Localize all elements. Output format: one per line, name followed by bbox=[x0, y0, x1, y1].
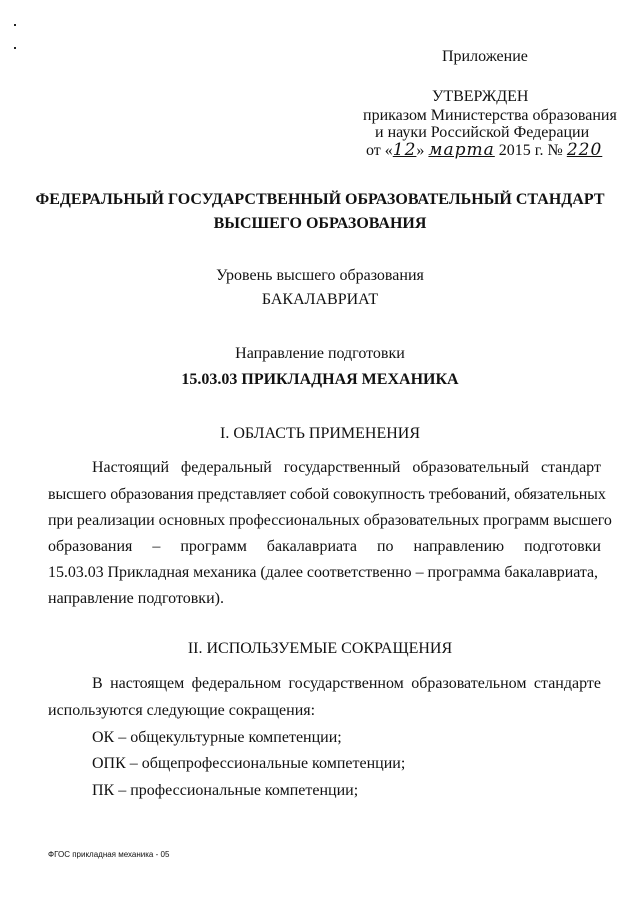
word: направлению bbox=[413, 538, 505, 555]
word: федеральный bbox=[180, 459, 272, 476]
word: подготовки bbox=[524, 538, 601, 555]
abbreviation-item: ПК – профессиональные компетенции; bbox=[92, 782, 359, 799]
handwritten-month: марта bbox=[428, 140, 495, 160]
word: образовательном bbox=[411, 675, 527, 692]
word: по bbox=[376, 538, 394, 555]
paragraph-line bbox=[48, 538, 601, 556]
order-quote-close: » bbox=[416, 142, 425, 159]
document-title-line-2: ВЫСШЕГО ОБРАЗОВАНИЯ bbox=[213, 215, 427, 232]
paragraph-line: высшего образования представляет собой совокупность требований, обязательных bbox=[48, 486, 606, 503]
order-date-line bbox=[366, 140, 602, 160]
word: образовательный bbox=[412, 459, 530, 476]
paragraph-line bbox=[92, 459, 601, 477]
direction-label: Направление подготовки bbox=[235, 345, 405, 362]
word: стандарте bbox=[533, 675, 601, 692]
page-footer: ФГОС прикладная механика - 05 bbox=[48, 850, 170, 859]
word: Настоящий bbox=[92, 459, 170, 476]
word: стандарт bbox=[540, 459, 601, 476]
word: образования bbox=[48, 538, 133, 555]
word: В bbox=[92, 675, 103, 692]
handwritten-number: 220 bbox=[566, 140, 603, 160]
order-prefix: от « bbox=[366, 142, 393, 159]
scan-speck bbox=[14, 47, 16, 49]
handwritten-day: 12 bbox=[392, 140, 417, 160]
scan-speck bbox=[14, 24, 16, 26]
appendix-label: Приложение bbox=[442, 48, 528, 65]
approved-label: УТВЕРЖДЕН bbox=[432, 88, 529, 105]
order-line-2: и науки Российской Федерации bbox=[375, 124, 590, 141]
order-year: 2015 г. № bbox=[498, 142, 563, 159]
abbreviation-item: ОПК – общепрофессиональные компетенции; bbox=[92, 755, 406, 772]
paragraph-line: используются следующие сокращения: bbox=[48, 702, 316, 719]
abbreviation-item: ОК – общекультурные компетенции; bbox=[92, 729, 342, 746]
paragraph-line bbox=[92, 675, 601, 693]
word: государственный bbox=[283, 459, 401, 476]
direction-value: 15.03.03 ПРИКЛАДНАЯ МЕХАНИКА bbox=[181, 371, 459, 388]
word: государственном bbox=[288, 675, 404, 692]
word: бакалавриата bbox=[266, 538, 357, 555]
word: программ bbox=[180, 538, 247, 555]
document-title-line-1: ФЕДЕРАЛЬНЫЙ ГОСУДАРСТВЕННЫЙ ОБРАЗОВАТЕЛЬНЫЙ СТАНДАРТ bbox=[35, 191, 605, 208]
paragraph-line: 15.03.03 Прикладная механика (далее соответственно – программа бакалавриата, bbox=[48, 564, 598, 581]
word: настоящем bbox=[110, 675, 185, 692]
education-level-label: Уровень высшего образования bbox=[216, 267, 424, 284]
section-2-heading: II. ИСПОЛЬЗУЕМЫЕ СОКРАЩЕНИЯ bbox=[187, 640, 453, 657]
education-level-value: БАКАЛАВРИАТ bbox=[261, 291, 379, 308]
paragraph-line: при реализации основных профессиональных образовательных программ высшего bbox=[48, 512, 612, 529]
word: – bbox=[152, 538, 161, 555]
paragraph-line: направление подготовки). bbox=[48, 590, 224, 607]
order-line-1: приказом Министерства образования bbox=[363, 107, 617, 124]
word: федеральном bbox=[191, 675, 282, 692]
section-1-heading: I. ОБЛАСТЬ ПРИМЕНЕНИЯ bbox=[219, 425, 421, 442]
